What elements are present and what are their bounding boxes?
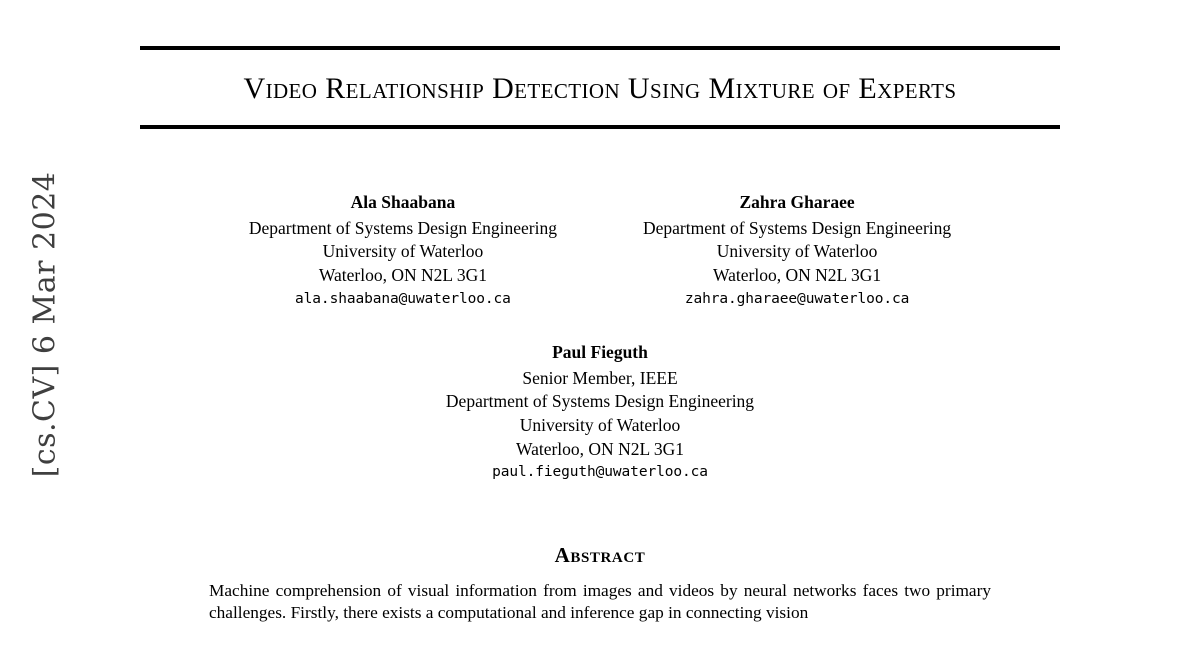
- arxiv-stamp-text: [cs.CV] 6 Mar 2024: [27, 171, 63, 477]
- author-row-second: [140, 341, 1060, 483]
- author-block-2: [643, 191, 951, 309]
- abstract-heading: Abstract: [554, 542, 646, 567]
- author-affiliation-line: Department of Systems Design Engineering: [445, 391, 755, 412]
- author-email[interactable]: paul.fieguth@uwaterloo.ca: [492, 464, 708, 481]
- abstract-text: [209, 580, 991, 624]
- author-email[interactable]: ala.shaabana@uwaterloo.ca: [295, 290, 511, 307]
- author-email[interactable]: zahra.gharaee@uwaterloo.ca: [684, 290, 910, 307]
- author-affiliation-line: Department of Systems Design Engineering: [248, 217, 557, 238]
- paper-body: [140, 0, 1060, 648]
- author-affiliation-line: University of Waterloo: [322, 241, 484, 262]
- author-block-1: [249, 191, 557, 309]
- author-affiliation-line: University of Waterloo: [519, 414, 681, 435]
- author-affiliation-line: Department of Systems Design Engineering: [643, 217, 952, 238]
- author-affiliation-line: University of Waterloo: [716, 241, 878, 262]
- title-rule-bottom: [140, 125, 1060, 129]
- page-title: Video Relationship Detection Using Mixture of Experts: [243, 72, 957, 105]
- author-affiliation-line: Waterloo, ON N2L 3G1: [318, 264, 487, 285]
- author-affiliation-line: Senior Member, IEEE: [522, 367, 678, 388]
- author-name: Paul Fieguth: [552, 342, 648, 363]
- author-name: Ala Shaabana: [350, 192, 456, 212]
- abstract-paragraph: Machine comprehension of visual information from images and videos by neural networks faces two primary challenges. Firstly, there exists a computational and inference gap in connecting vision: [209, 580, 991, 622]
- author-block-3: [446, 341, 754, 483]
- author-row-first: [140, 191, 1060, 309]
- author-affiliation-line: Waterloo, ON N2L 3G1: [713, 264, 882, 285]
- arxiv-identifier-stamp: [0, 0, 90, 648]
- author-affiliation-line: Waterloo, ON N2L 3G1: [515, 438, 685, 459]
- author-name: Zahra Gharaee: [739, 192, 855, 212]
